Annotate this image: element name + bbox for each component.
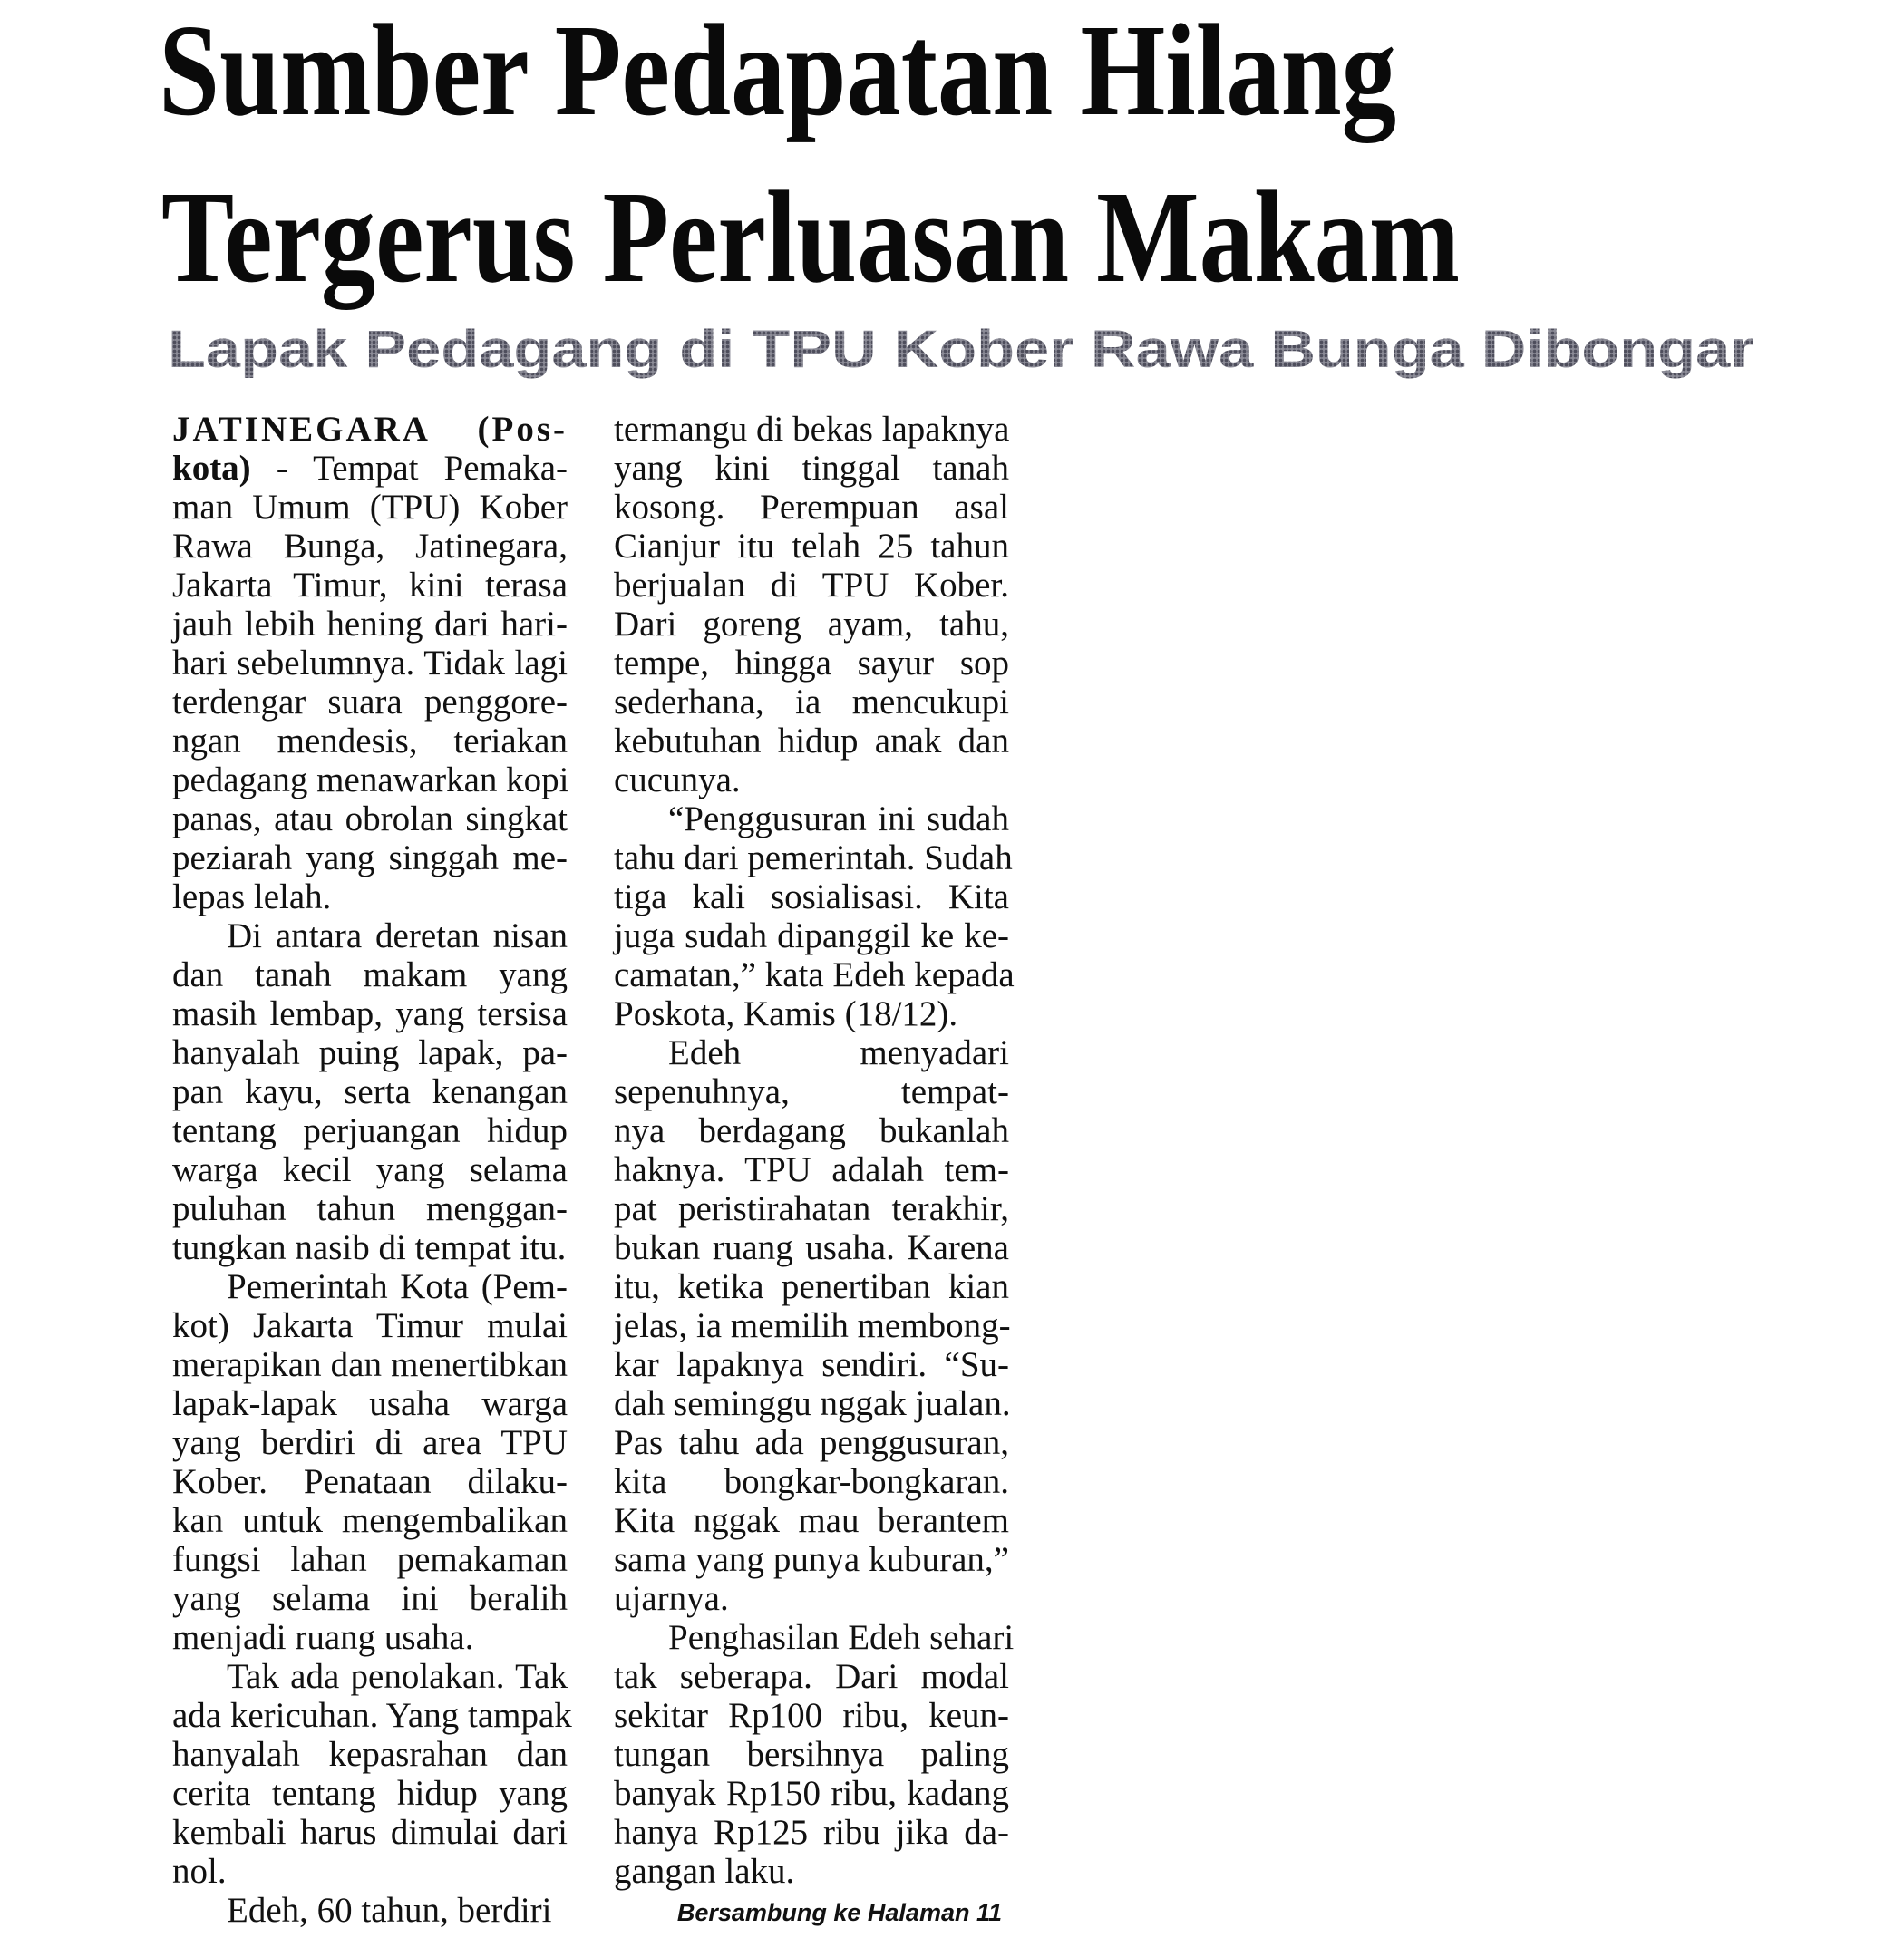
body-line: haknya. TPU adalah tem-	[614, 1150, 1009, 1189]
body-line: fungsi lahan pemakaman	[172, 1540, 568, 1579]
body-line: berjualan di TPU Kober.	[614, 566, 1009, 605]
body-line: yang selama ini beralih	[172, 1579, 568, 1618]
body-line: tentang perjuangan hidup	[172, 1111, 568, 1150]
body-line: sama yang punya kuburan,”	[614, 1540, 1009, 1579]
body-line: kebutuhan hidup anak dan	[614, 722, 1009, 761]
body-line: termangu di bekas lapaknya	[614, 410, 1010, 449]
body-line: hanya Rp125 ribu jika da-	[614, 1813, 1009, 1852]
body-line: ujarnya.	[614, 1579, 729, 1618]
body-line: sederhana, ia mencukupi	[614, 683, 1009, 722]
body-line: Dari goreng ayam, tahu,	[614, 605, 1009, 644]
body-line: lepas lelah.	[172, 877, 332, 916]
body-line: terdengar suara penggore-	[172, 683, 568, 722]
body-line: Penghasilan Edeh sehari	[668, 1618, 1015, 1657]
body-line: hanyalah puing lapak, pa-	[172, 1033, 568, 1072]
body-line: panas, atau obrolan singkat	[172, 799, 568, 838]
headline-block	[0, 0, 1904, 399]
body-line: tungkan nasib di tempat itu.	[172, 1228, 567, 1267]
body-line: Di antara deretan nisan	[227, 916, 568, 955]
body-line: jelas, ia memilih membong-	[614, 1306, 1011, 1345]
body-line: yang kini tinggal tanah	[614, 449, 1009, 488]
body-line: kot) Jakarta Timur mulai	[172, 1306, 568, 1345]
dateline: JATINEGARA (Pos-	[172, 410, 568, 449]
body-line: dah seminggu nggak jualan.	[614, 1384, 1011, 1423]
body-line: cucunya.	[614, 761, 741, 799]
body-line: peziarah yang singgah me-	[172, 838, 568, 877]
article-column-1	[172, 410, 572, 1930]
body-line: ngan mendesis, teriakan	[172, 722, 568, 761]
body-line: itu, ketika penertiban kian	[614, 1267, 1009, 1306]
body-line: “Penggusuran ini sudah	[668, 799, 1009, 838]
headline-line-2: Tergerus Perluasan Makam	[161, 165, 1460, 310]
body-line: banyak Rp150 ribu, kadang	[614, 1774, 1009, 1813]
body-line: Cianjur itu telah 25 tahun	[614, 527, 1009, 566]
body-line: Rawa Bunga, Jatinegara,	[172, 527, 568, 566]
body-line: gangan laku.	[614, 1852, 795, 1891]
body-line: Kober. Penataan dilaku-	[172, 1462, 568, 1501]
dateline-source: kota)	[172, 449, 251, 488]
body-line: tak seberapa. Dari modal	[614, 1657, 1009, 1696]
body-line: nol.	[172, 1852, 227, 1891]
body-line: nya berdagang bukanlah	[614, 1111, 1009, 1150]
body-line: camatan,” kata Edeh kepada	[614, 955, 1015, 994]
body-line: Edeh, 60 tahun, berdiri	[227, 1891, 552, 1930]
body-line	[172, 410, 568, 449]
body-text: - Tempat Pemaka-	[250, 449, 568, 488]
body-line: Pas tahu ada penggusuran,	[614, 1423, 1009, 1462]
body-line: tungan bersihnya paling	[614, 1735, 1009, 1774]
body-line: bukan ruang usaha. Karena	[614, 1228, 1009, 1267]
body-line: warga kecil yang selama	[172, 1150, 568, 1189]
headline-line-1: Sumber Pedapatan Hilang	[159, 0, 1396, 143]
body-line: kosong. Perempuan asal	[614, 488, 1009, 527]
subheadline: Lapak Pedagang di TPU Kober Rawa Bunga Dibongar	[168, 320, 1754, 379]
body-line: ada kericuhan. Yang tampak	[172, 1696, 572, 1735]
body-line: dan tanah makam yang	[172, 955, 568, 994]
body-line: sekitar Rp100 ribu, keun-	[614, 1696, 1009, 1735]
body-line: Tak ada penolakan. Tak	[227, 1657, 568, 1696]
body-line: masih lembap, yang tersisa	[172, 994, 568, 1033]
body-line: Edeh menyadari	[668, 1033, 1009, 1072]
body-line: pedagang menawarkan kopi	[172, 761, 569, 799]
body-line: puluhan tahun menggan-	[172, 1189, 568, 1228]
article-column-2	[614, 410, 1015, 1891]
body-line: Kita nggak mau berantem	[614, 1501, 1009, 1540]
body-line: Jakarta Timur, kini terasa	[172, 566, 568, 605]
body-line: merapikan dan menertibkan	[172, 1345, 568, 1384]
body-line: Pemerintah Kota (Pem-	[227, 1267, 568, 1306]
body-line	[172, 449, 568, 488]
body-line: kan untuk mengembalikan	[172, 1501, 568, 1540]
body-line: yang berdiri di area TPU	[172, 1423, 568, 1462]
body-line: sepenuhnya, tempat-	[614, 1072, 1009, 1111]
continuation-note: Bersambung ke Halaman 11	[676, 1899, 1002, 1926]
body-line: hari sebelumnya. Tidak lagi	[172, 644, 568, 683]
body-line: lapak-lapak usaha warga	[172, 1384, 568, 1423]
body-line: tempe, hingga sayur sop	[614, 644, 1009, 683]
body-line: menjadi ruang usaha.	[172, 1618, 474, 1657]
body-line: tahu dari pemerintah. Sudah	[614, 838, 1013, 877]
body-line: pan kayu, serta kenangan	[172, 1072, 568, 1111]
body-line: cerita tentang hidup yang	[172, 1774, 568, 1813]
body-line: juga sudah dipanggil ke ke-	[614, 916, 1009, 955]
body-line: Poskota, Kamis (18/12).	[614, 994, 958, 1033]
body-line: tiga kali sosialisasi. Kita	[614, 877, 1009, 916]
body-line: kembali harus dimulai dari	[172, 1813, 568, 1852]
body-line: kar lapaknya sendiri. “Su-	[614, 1345, 1009, 1384]
body-line: hanyalah kepasrahan dan	[172, 1735, 568, 1774]
body-line: pat peristirahatan terakhir,	[614, 1189, 1009, 1228]
body-line: kita bongkar-bongkaran.	[614, 1462, 1009, 1501]
body-line: jauh lebih hening dari hari-	[172, 605, 568, 644]
body-line: man Umum (TPU) Kober	[172, 488, 568, 527]
